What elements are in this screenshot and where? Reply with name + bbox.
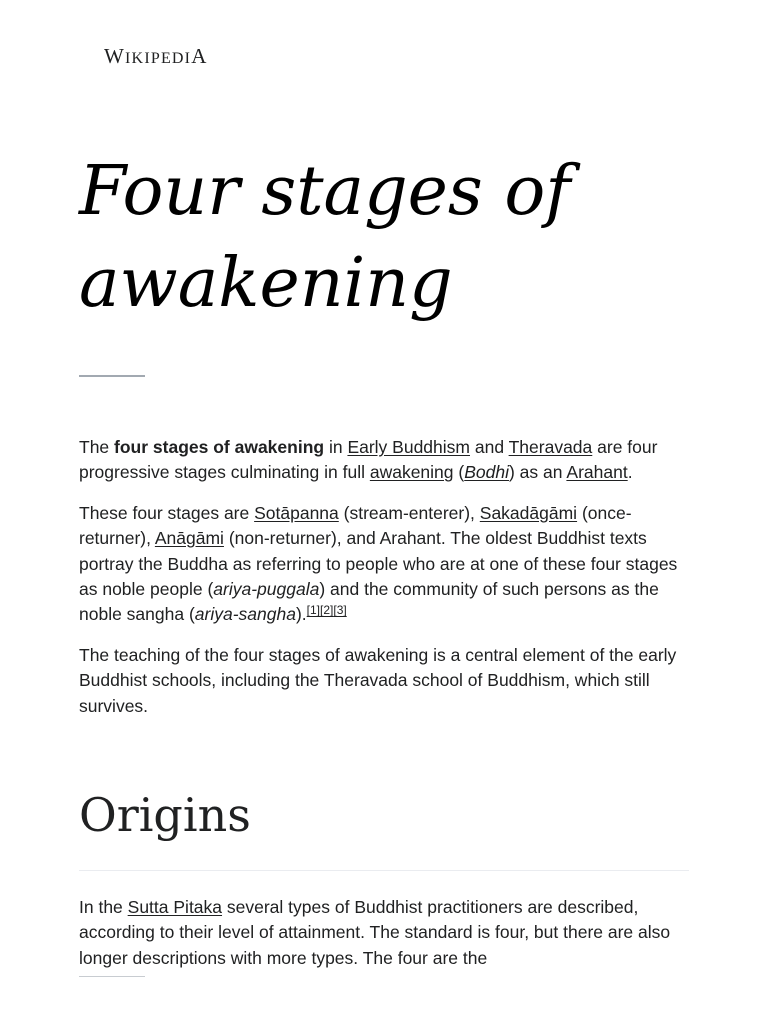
link-awakening[interactable]: awakening [369, 462, 454, 483]
section-heading-origins[interactable]: Origins [79, 788, 251, 842]
section-divider [79, 870, 689, 871]
lead-paragraph-3: The teaching of the four stages of awakening is a central element of the early Buddhist schools, including the Theravada school of Buddhism, which still survives. [79, 644, 677, 716]
link-sutta-pitaka[interactable]: Sutta Pitaka [127, 897, 223, 917]
bold-term: four stages of awakening [114, 437, 325, 457]
lead-paragraph-1: The four stages of awakening in Early Buddhism and Theravada are four progressive stages culminating in full awakening (Bodhi) as an Arahant. [79, 437, 658, 483]
article-lead [79, 435, 691, 734]
reference-link-2[interactable]: [2] [320, 603, 334, 618]
reference-links [307, 603, 347, 617]
link-early-buddhism[interactable]: Early Buddhism [347, 437, 470, 457]
link-sakadagami[interactable]: Sakadāgāmi [479, 502, 578, 523]
link-arahant[interactable]: Arahant [566, 462, 628, 483]
title-divider [79, 375, 145, 377]
reference-link-1[interactable]: [1] [306, 603, 321, 618]
link-anagami[interactable]: Anāgāmi [154, 528, 224, 549]
wordmark-text: WIKIPEDIA [104, 44, 208, 68]
wikipedia-wordmark[interactable] [104, 44, 208, 69]
link-sotapanna[interactable]: Sotāpanna [254, 502, 339, 523]
page-title: Four stages of awakening [79, 152, 571, 323]
reference-link-3[interactable]: [3] [333, 603, 347, 618]
bottom-divider [79, 976, 145, 977]
lead-paragraph-2: These four stages are Sotāpanna (stream-enterer), Sakadāgāmi (once-returner), Anāgāmi (non-returner), and Arahant. The oldest Buddhist texts portray the Buddha as referring to people who are at one of these four stages as noble people (ariya-puggala) and the community of such persons as the noble sangha (ariya-sangha).[1][2][3] [79, 502, 678, 625]
italic-term-ariya-sangha: ariya-sangha [194, 604, 296, 625]
section-paragraph-origins: In the Sutta Pitaka several types of Buddhist practitioners are described, according to their level of attainment. The standard is four, but there are also longer descriptions with more types. The four are the [79, 897, 671, 968]
link-bodhi[interactable]: Bodhi [464, 462, 509, 483]
link-theravada[interactable]: Theravada [508, 437, 593, 457]
italic-term-ariya-puggala: ariya-puggala [213, 579, 320, 600]
